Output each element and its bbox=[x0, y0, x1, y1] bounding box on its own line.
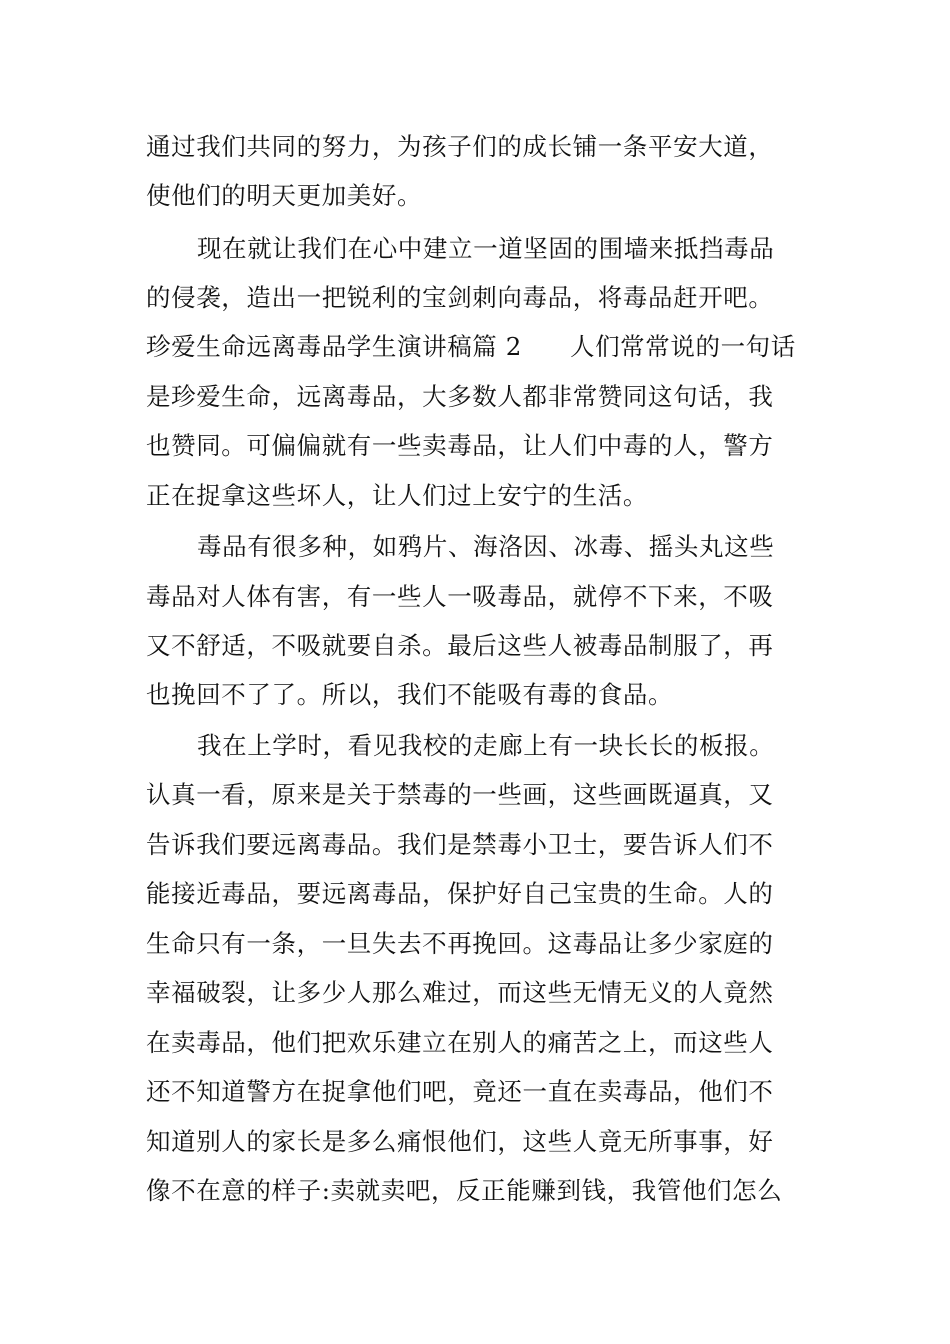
text-line: 又不舒适，不吸就要自杀。最后这些人被毒品制服了，再 bbox=[146, 631, 774, 660]
text-line: 也挽回不了了。所以，我们不能吸有毒的食品。 bbox=[146, 680, 674, 709]
text-line: 还不知道警方在捉拿他们吧，竟还一直在卖毒品，他们不 bbox=[146, 1077, 774, 1106]
text-line: 生命只有一条，一旦失去不再挽回。这毒品让多少家庭的 bbox=[146, 929, 774, 958]
text-line: 知道别人的家长是多么痛恨他们，这些人竟无所事事，好 bbox=[146, 1127, 774, 1156]
text-line: 通过我们共同的努力，为孩子们的成长铺一条平安大道， bbox=[146, 132, 774, 161]
text-line: 在卖毒品，他们把欢乐建立在别人的痛苦之上，而这些人 bbox=[146, 1028, 774, 1057]
paragraph-first-line: 现在就让我们在心中建立一道坚固的围墙来抵挡毒品 bbox=[197, 234, 775, 263]
text-line: 是珍爱生命，远离毒品，大多数人都非常赞同这句话，我 bbox=[146, 382, 774, 411]
text-line: 正在捉拿这些坏人，让人们过上安宁的生活。 bbox=[146, 481, 648, 510]
text-line: 告诉我们要远离毒品。我们是禁毒小卫士，要告诉人们不 bbox=[146, 830, 774, 859]
text-line: 幸福破裂，让多少人那么难过，而这些无情无义的人竟然 bbox=[146, 978, 774, 1007]
section-heading-line bbox=[146, 322, 796, 371]
paragraph-first-line: 毒品有很多种，如鸦片、海洛因、冰毒、摇头丸这些 bbox=[197, 532, 775, 561]
text-line: 毒品对人体有害，有一些人一吸毒品，就停不下来，不吸 bbox=[146, 582, 774, 611]
paragraph-first-line: 我在上学时，看见我校的走廊上有一块长长的板报。 bbox=[197, 731, 775, 760]
text-line: 像不在意的样子:卖就卖吧，反正能赚到钱，我管他们怎么 bbox=[146, 1176, 783, 1205]
text-line: 使他们的明天更加美好。 bbox=[146, 181, 423, 210]
section-heading-title: 珍爱生命远离毒品学生演讲稿篇 2 bbox=[146, 332, 522, 361]
text-line: 也赞同。可偏偏就有一些卖毒品，让人们中毒的人，警方 bbox=[146, 431, 774, 460]
text-line: 认真一看，原来是关于禁毒的一些画，这些画既逼真，又 bbox=[146, 780, 774, 809]
heading-continuation-text: 人们常常说的一句话 bbox=[569, 332, 796, 361]
text-line: 的侵袭，造出一把锐利的宝剑刺向毒品，将毒品赶开吧。 bbox=[146, 283, 774, 312]
text-line: 能接近毒品，要远离毒品，保护好自己宝贵的生命。人的 bbox=[146, 879, 774, 908]
